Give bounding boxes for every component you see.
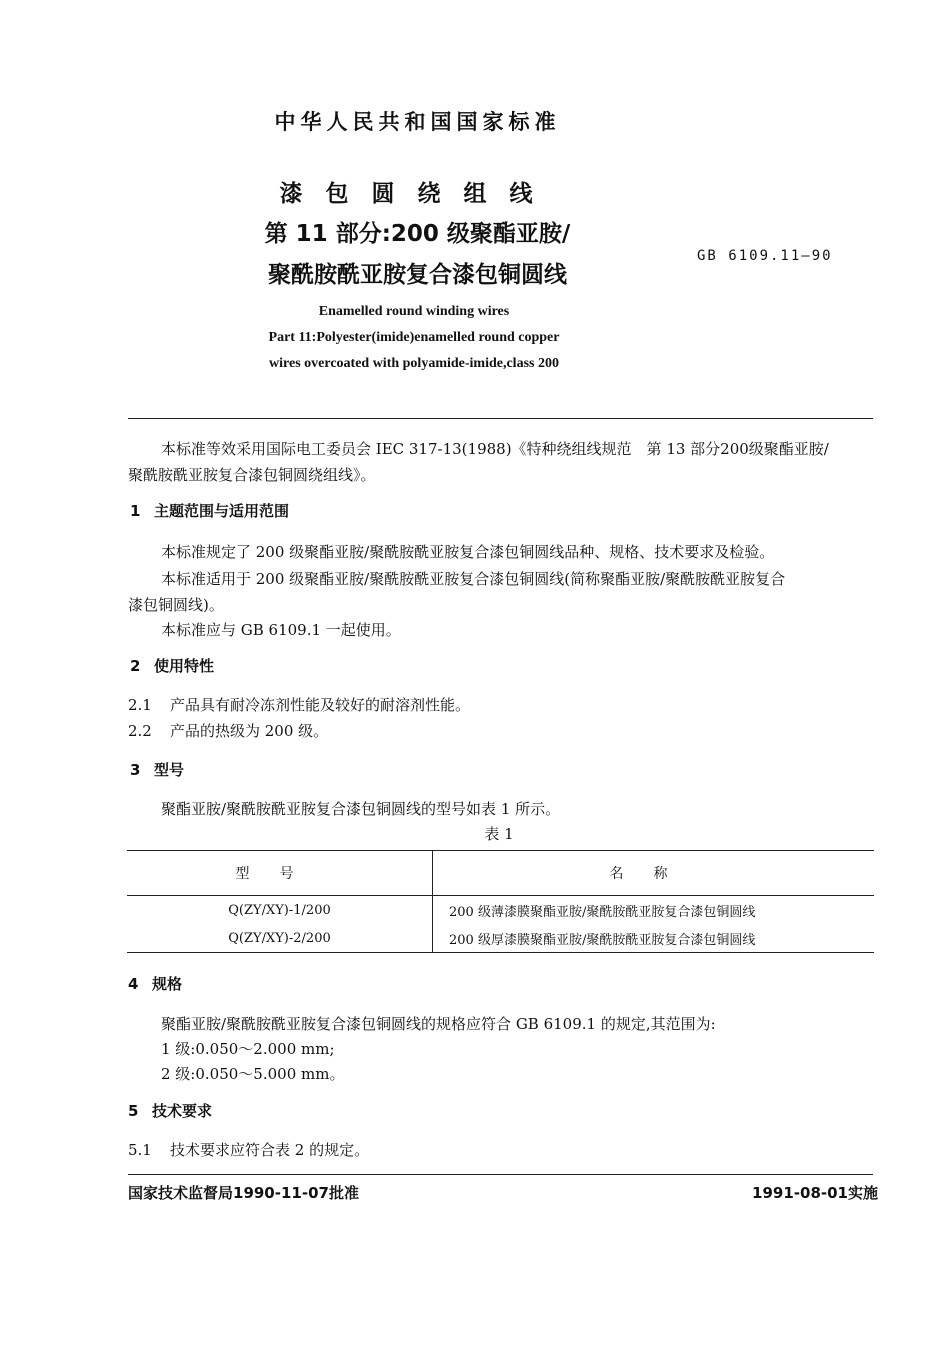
table-cell-model: Q(ZY/XY)-1/200 (127, 896, 433, 925)
section3-p1: 聚酯亚胺/聚酰胺酰亚胺复合漆包铜圆线的型号如表 1 所示。 (161, 800, 561, 818)
english-title-line1: Enamelled round winding wires (318, 304, 510, 319)
intro-line2: 聚酰胺酰亚胺复合漆包铜圆绕组线》。 (128, 466, 376, 484)
header-divider (128, 418, 873, 419)
section1-title: 主题范围与适用范围 (154, 502, 290, 520)
section1-heading (130, 500, 289, 521)
standard-title-line2: 第 11 部分:200 级聚酯亚胺/ (264, 221, 571, 247)
table-row (127, 896, 874, 925)
section4-p2: 1 级:0.050～2.000 mm; (161, 1040, 335, 1058)
section2-item2-number: 2.2 (128, 722, 152, 740)
section1-p2a: 本标准适用于 200 级聚酯亚胺/聚酰胺酰亚胺复合漆包铜圆线(简称聚酯亚胺/聚酰胺酰亚胺复合 (161, 570, 786, 588)
section2-item1-text: 产品具有耐冷冻剂性能及较好的耐溶剂性能。 (170, 696, 471, 714)
table1-caption: 表 1 (484, 825, 514, 843)
section2-title: 使用特性 (154, 657, 215, 675)
section1-number: 1 (130, 502, 141, 520)
section2-item2-text: 产品的热级为 200 级。 (170, 722, 329, 740)
table-header-name: 名称 (609, 866, 698, 882)
table-header-row (127, 851, 874, 896)
section4-p1: 聚酯亚胺/聚酰胺酰亚胺复合漆包铜圆线的规格应符合 GB 6109.1 的规定,其范围为: (161, 1015, 716, 1033)
section5-title: 技术要求 (152, 1102, 213, 1120)
section1-p2b: 漆包铜圆线)。 (128, 596, 224, 614)
section2-item2 (128, 718, 328, 744)
section4-heading (128, 973, 182, 994)
english-title-line3: wires overcoated with polyamide-imide,class 200 (269, 356, 559, 371)
section5-heading (128, 1100, 212, 1121)
section1-p1: 本标准规定了 200 级聚酯亚胺/聚酰胺酰亚胺复合漆包铜圆线品种、规格、技术要求及检验。 (161, 543, 775, 561)
table-row (127, 924, 874, 953)
table-cell-model: Q(ZY/XY)-2/200 (127, 924, 433, 953)
section5-item1 (128, 1137, 369, 1163)
section2-item1 (128, 692, 470, 718)
section2-item1-number: 2.1 (128, 696, 152, 714)
standard-title-line3: 聚酰胺酰亚胺复合漆包铜圆线 (268, 262, 567, 288)
section3-heading (130, 759, 184, 780)
intro-line1: 本标准等效采用国际电工委员会 IEC 317-13(1988)《特种绕组线规范 第 13 部分200级聚酯亚胺/ (161, 440, 829, 458)
table-header-model: 型号 (127, 851, 433, 896)
section5-item1-number: 5.1 (128, 1141, 152, 1159)
section4-p3: 2 级:0.050～5.000 mm。 (161, 1065, 345, 1083)
approval-date: 国家技术监督局1990-11-07批准 (128, 1184, 359, 1202)
national-standard-title: 中华人民共和国国家标准 (274, 110, 561, 134)
section2-heading (130, 655, 214, 676)
english-title-line2: Part 11:Polyester(imide)enamelled round copper (268, 330, 560, 345)
standard-title-line1: 漆包圆绕组线 (279, 181, 556, 207)
table-1 (127, 850, 874, 953)
section3-title: 型号 (154, 761, 185, 779)
table-cell-name: 200 级厚漆膜聚酯亚胺/聚酰胺酰亚胺复合漆包铜圆线 (449, 932, 756, 948)
section2-number: 2 (130, 657, 141, 675)
section4-number: 4 (128, 975, 139, 993)
section5-item1-text: 技术要求应符合表 2 的规定。 (170, 1141, 370, 1159)
table-cell-name: 200 级薄漆膜聚酯亚胺/聚酰胺酰亚胺复合漆包铜圆线 (449, 904, 756, 920)
section3-number: 3 (130, 761, 141, 779)
section4-title: 规格 (152, 975, 183, 993)
footer-divider (128, 1174, 873, 1175)
section5-number: 5 (128, 1102, 139, 1120)
effective-date: 1991-08-01实施 (752, 1184, 878, 1202)
section1-p3: 本标准应与 GB 6109.1 一起使用。 (161, 621, 401, 639)
gb-code: GB 6109.11—90 (697, 248, 833, 264)
